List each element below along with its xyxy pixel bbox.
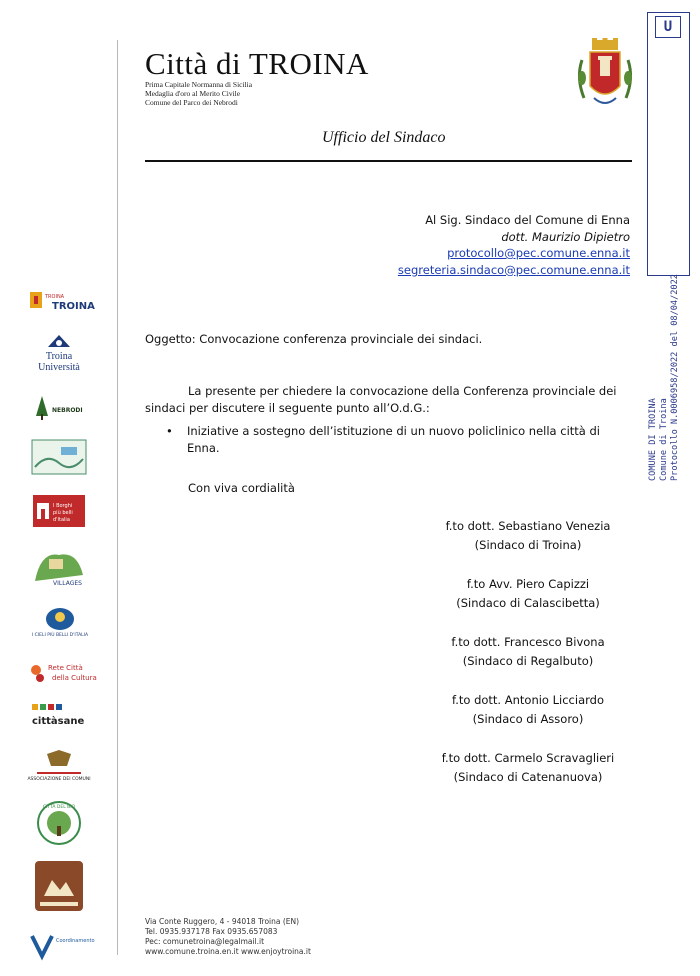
margin-divider [117, 40, 118, 955]
email-link[interactable]: protocollo@pec.comune.enna.it [447, 246, 630, 260]
list-item [166, 423, 632, 457]
logo-text: I Borghi [53, 503, 73, 509]
footer-address: Via Conte Ruggero, 4 - 94018 Troina (EN) [145, 917, 300, 926]
stamp-letter: U [655, 16, 681, 38]
citta-sane-logo [28, 700, 90, 732]
bullet-icon: • [166, 424, 173, 438]
subtitle-line: Prima Capitale Normanna di Sicilia [145, 80, 253, 89]
footer-phone: Tel. 0935.937178 Fax 0935.657083 [145, 927, 278, 936]
letter-subject: Oggetto: Convocazione conferenza provinciale dei sindaci. [145, 332, 483, 346]
associazione-comuni-logo [28, 748, 90, 788]
signature-block [413, 575, 643, 613]
citta-del-bio-logo [28, 800, 90, 846]
villages-logo [28, 544, 90, 590]
borghi-italia-logo [28, 492, 90, 530]
troina-brand-logo [28, 288, 95, 316]
subtitle-line: Medaglia d'oro al Merito Civile [145, 89, 241, 98]
footer-pec: Pec: comunetroina@legalmail.it [145, 937, 265, 946]
logo-text: VILLAGES [53, 580, 82, 587]
signatory-role: (Sindaco di Troina) [474, 538, 582, 552]
footer-web: www.comune.troina.en.it www.enjoytroina.it [145, 947, 311, 956]
logo-text: cittàsane [32, 716, 85, 727]
city-subtitle [145, 80, 252, 107]
stamp-text [648, 231, 688, 481]
signature-block [413, 517, 643, 555]
footer [145, 917, 311, 957]
bullet-text: Iniziative a sostegno dell’istituzione di un nuovo policlinico nella città di Enna. [187, 424, 600, 455]
coat-of-arms-icon [574, 38, 636, 118]
city-title: Città di TROINA [145, 46, 369, 81]
stamp-line: Protocollo N.0006958/2022 del 08/04/2022 [670, 274, 680, 481]
rete-citta-cultura-logo [28, 658, 97, 688]
letter-paragraph: La presente per chiedere la convocazione della Conferenza provinciale dei sindaci per discutere il seguente punto all’O.d.G.: [145, 384, 617, 415]
stamp-line: Comune di Troina [659, 398, 669, 481]
svg-text:della Cultura: della Cultura [52, 674, 97, 682]
signatory-name: f.to dott. Antonio Licciardo [452, 693, 604, 707]
logo-text: ASSOCIAZIONE DEI COMUNI [27, 777, 91, 782]
recipient-block [398, 212, 630, 278]
signatory-role: (Sindaco di Catenanuova) [453, 770, 603, 784]
logo-text: NEBRODI [52, 407, 83, 414]
signature-block [413, 633, 643, 671]
signatory-name: f.to dott. Sebastiano Venezia [445, 519, 611, 533]
logo-text: TROINA [45, 294, 65, 300]
local-emblem-logo [28, 860, 90, 912]
signature-block [413, 691, 643, 729]
recipient-name: dott. Maurizio Dipietro [501, 229, 630, 244]
troina-university-logo [28, 330, 90, 376]
svg-text:più belli: più belli [53, 510, 73, 516]
signatory-role: (Sindaco di Calascibetta) [456, 596, 600, 610]
signatory-role: (Sindaco di Regalbuto) [462, 654, 594, 668]
signatory-role: (Sindaco di Assoro) [472, 712, 584, 726]
cieli-belli-logo [20, 602, 100, 642]
logo-text: CITTÀ DEL BIO [42, 805, 76, 810]
closing: Con viva cordialità [188, 481, 295, 495]
stamp-line: COMUNE DI TROINA [648, 398, 658, 481]
coordinamento-logo [28, 930, 95, 962]
svg-text:d'Italia: d'Italia [53, 517, 70, 523]
signature-block [413, 749, 643, 787]
landscape-logo [28, 438, 90, 476]
svg-text:Rete Città: Rete Città [48, 664, 83, 672]
subtitle-line: Comune del Parco dei Nebrodi [145, 98, 238, 107]
signatory-name: f.to dott. Carmelo Scravaglieri [441, 751, 615, 765]
logo-text: Coordinamento [56, 938, 95, 944]
protocol-stamp [647, 12, 690, 481]
signatory-name: f.to Avv. Piero Capizzi [466, 577, 590, 591]
signatory-name: f.to dott. Francesco Bivona [451, 635, 605, 649]
office-title: Ufficio del Sindaco [322, 129, 446, 146]
logo-text: I CIELI PIÙ BELLI D'ITALIA [31, 632, 89, 638]
svg-text:TROINA: TROINA [52, 301, 95, 312]
recipient-line: Al Sig. Sindaco del Comune di Enna [425, 213, 630, 227]
header-rule [145, 160, 632, 162]
logo-text: Troina Università [38, 351, 80, 373]
parco-nebrodi-logo [28, 390, 90, 424]
email-link[interactable]: segreteria.sindaco@pec.comune.enna.it [397, 262, 630, 277]
